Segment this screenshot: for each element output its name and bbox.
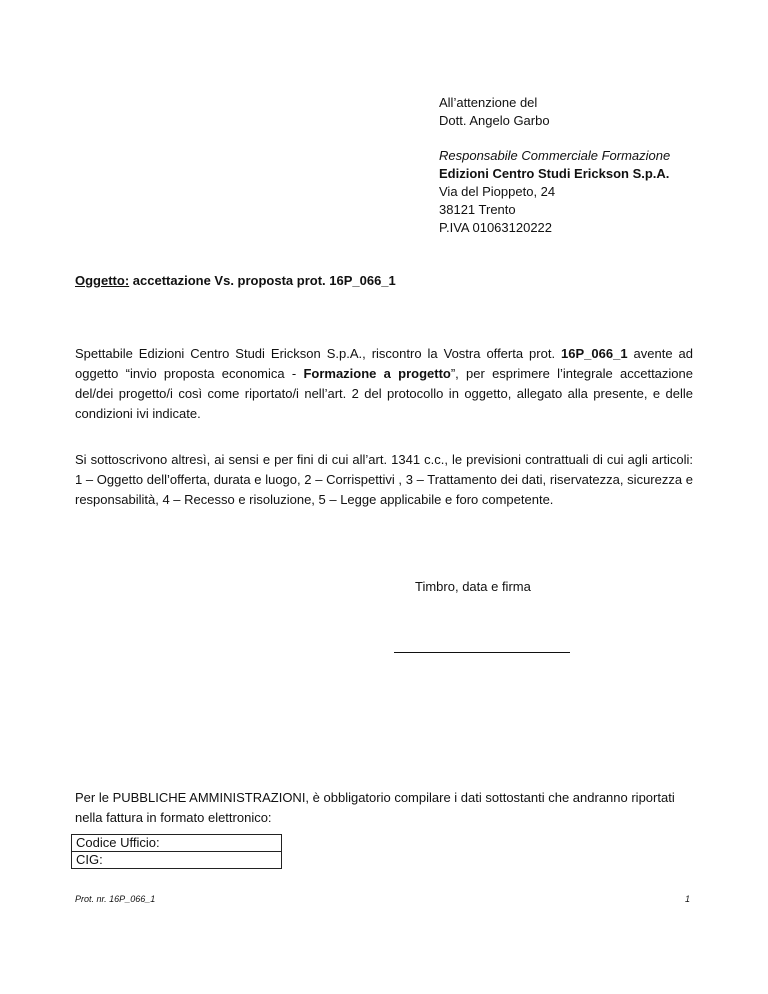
office-code-field[interactable]: Codice Ufficio: bbox=[72, 835, 282, 852]
subject-label: Oggetto: bbox=[75, 273, 130, 288]
recipient-vat: P.IVA 01063120222 bbox=[439, 220, 553, 235]
address-spacer bbox=[439, 130, 739, 147]
table-row bbox=[72, 852, 282, 869]
public-administration-note: Per le PUBBLICHE AMMINISTRAZIONI, è obbligatorio compilare i dati sottostanti che andranno riportati nella fattura in formato elettronico: bbox=[75, 790, 675, 825]
signature-line[interactable] bbox=[394, 652, 570, 653]
paragraph1-highlight: Formazione a progetto bbox=[303, 366, 451, 381]
cig-field[interactable]: CIG: bbox=[72, 852, 282, 869]
clauses-paragraph: Si sottoscrivono altresì, ai sensi e per fini di cui all’art. 1341 c.c., le previsioni contrattuali di cui agli articoli: 1 – Oggetto dell’offerta, durata e luogo, 2 – Corrispettivi , 3 – Trattamento dei dati, riservatezza, sicurezza e responsabilità, 4 – Recesso e risoluzione, 5 – Legge applicabile e foro competente. bbox=[75, 452, 693, 507]
recipient-address-block bbox=[439, 94, 739, 237]
subject-line bbox=[75, 272, 396, 290]
table-row bbox=[72, 835, 282, 852]
paragraph1-part2: avente ad oggetto “invio proposta economica - bbox=[75, 346, 694, 381]
recipient-street: Via del Pioppeto, 24 bbox=[439, 184, 556, 199]
subject-text: accettazione Vs. proposta prot. 16P_066_1 bbox=[129, 273, 396, 288]
attention-line: All’attenzione del bbox=[439, 95, 538, 110]
signature-label: Timbro, data e firma bbox=[415, 579, 531, 594]
pa-data-table bbox=[71, 834, 282, 869]
paragraph1-part3: ”, per esprimere l’integrale accettazione del/dei progetto/i così come riportato/i nell’art. 2 del protocollo in oggetto, allegato alla presente, e delle condizioni ivi indicate. bbox=[75, 366, 693, 421]
paragraph1-part1: Spettabile Edizioni Centro Studi Erickson S.p.A., riscontro la Vostra offerta prot. bbox=[75, 346, 562, 361]
footer-protocol: Prot. nr. 16P_066_1 bbox=[75, 894, 156, 904]
recipient-role: Responsabile Commerciale Formazione bbox=[439, 148, 671, 163]
page-number: 1 bbox=[685, 894, 691, 904]
recipient-name: Dott. Angelo Garbo bbox=[439, 113, 550, 128]
recipient-city: 38121 Trento bbox=[439, 202, 516, 217]
acceptance-paragraph bbox=[75, 344, 693, 424]
recipient-company: Edizioni Centro Studi Erickson S.p.A. bbox=[439, 166, 670, 181]
paragraph1-protocol: 16P_066_1 bbox=[561, 346, 628, 361]
